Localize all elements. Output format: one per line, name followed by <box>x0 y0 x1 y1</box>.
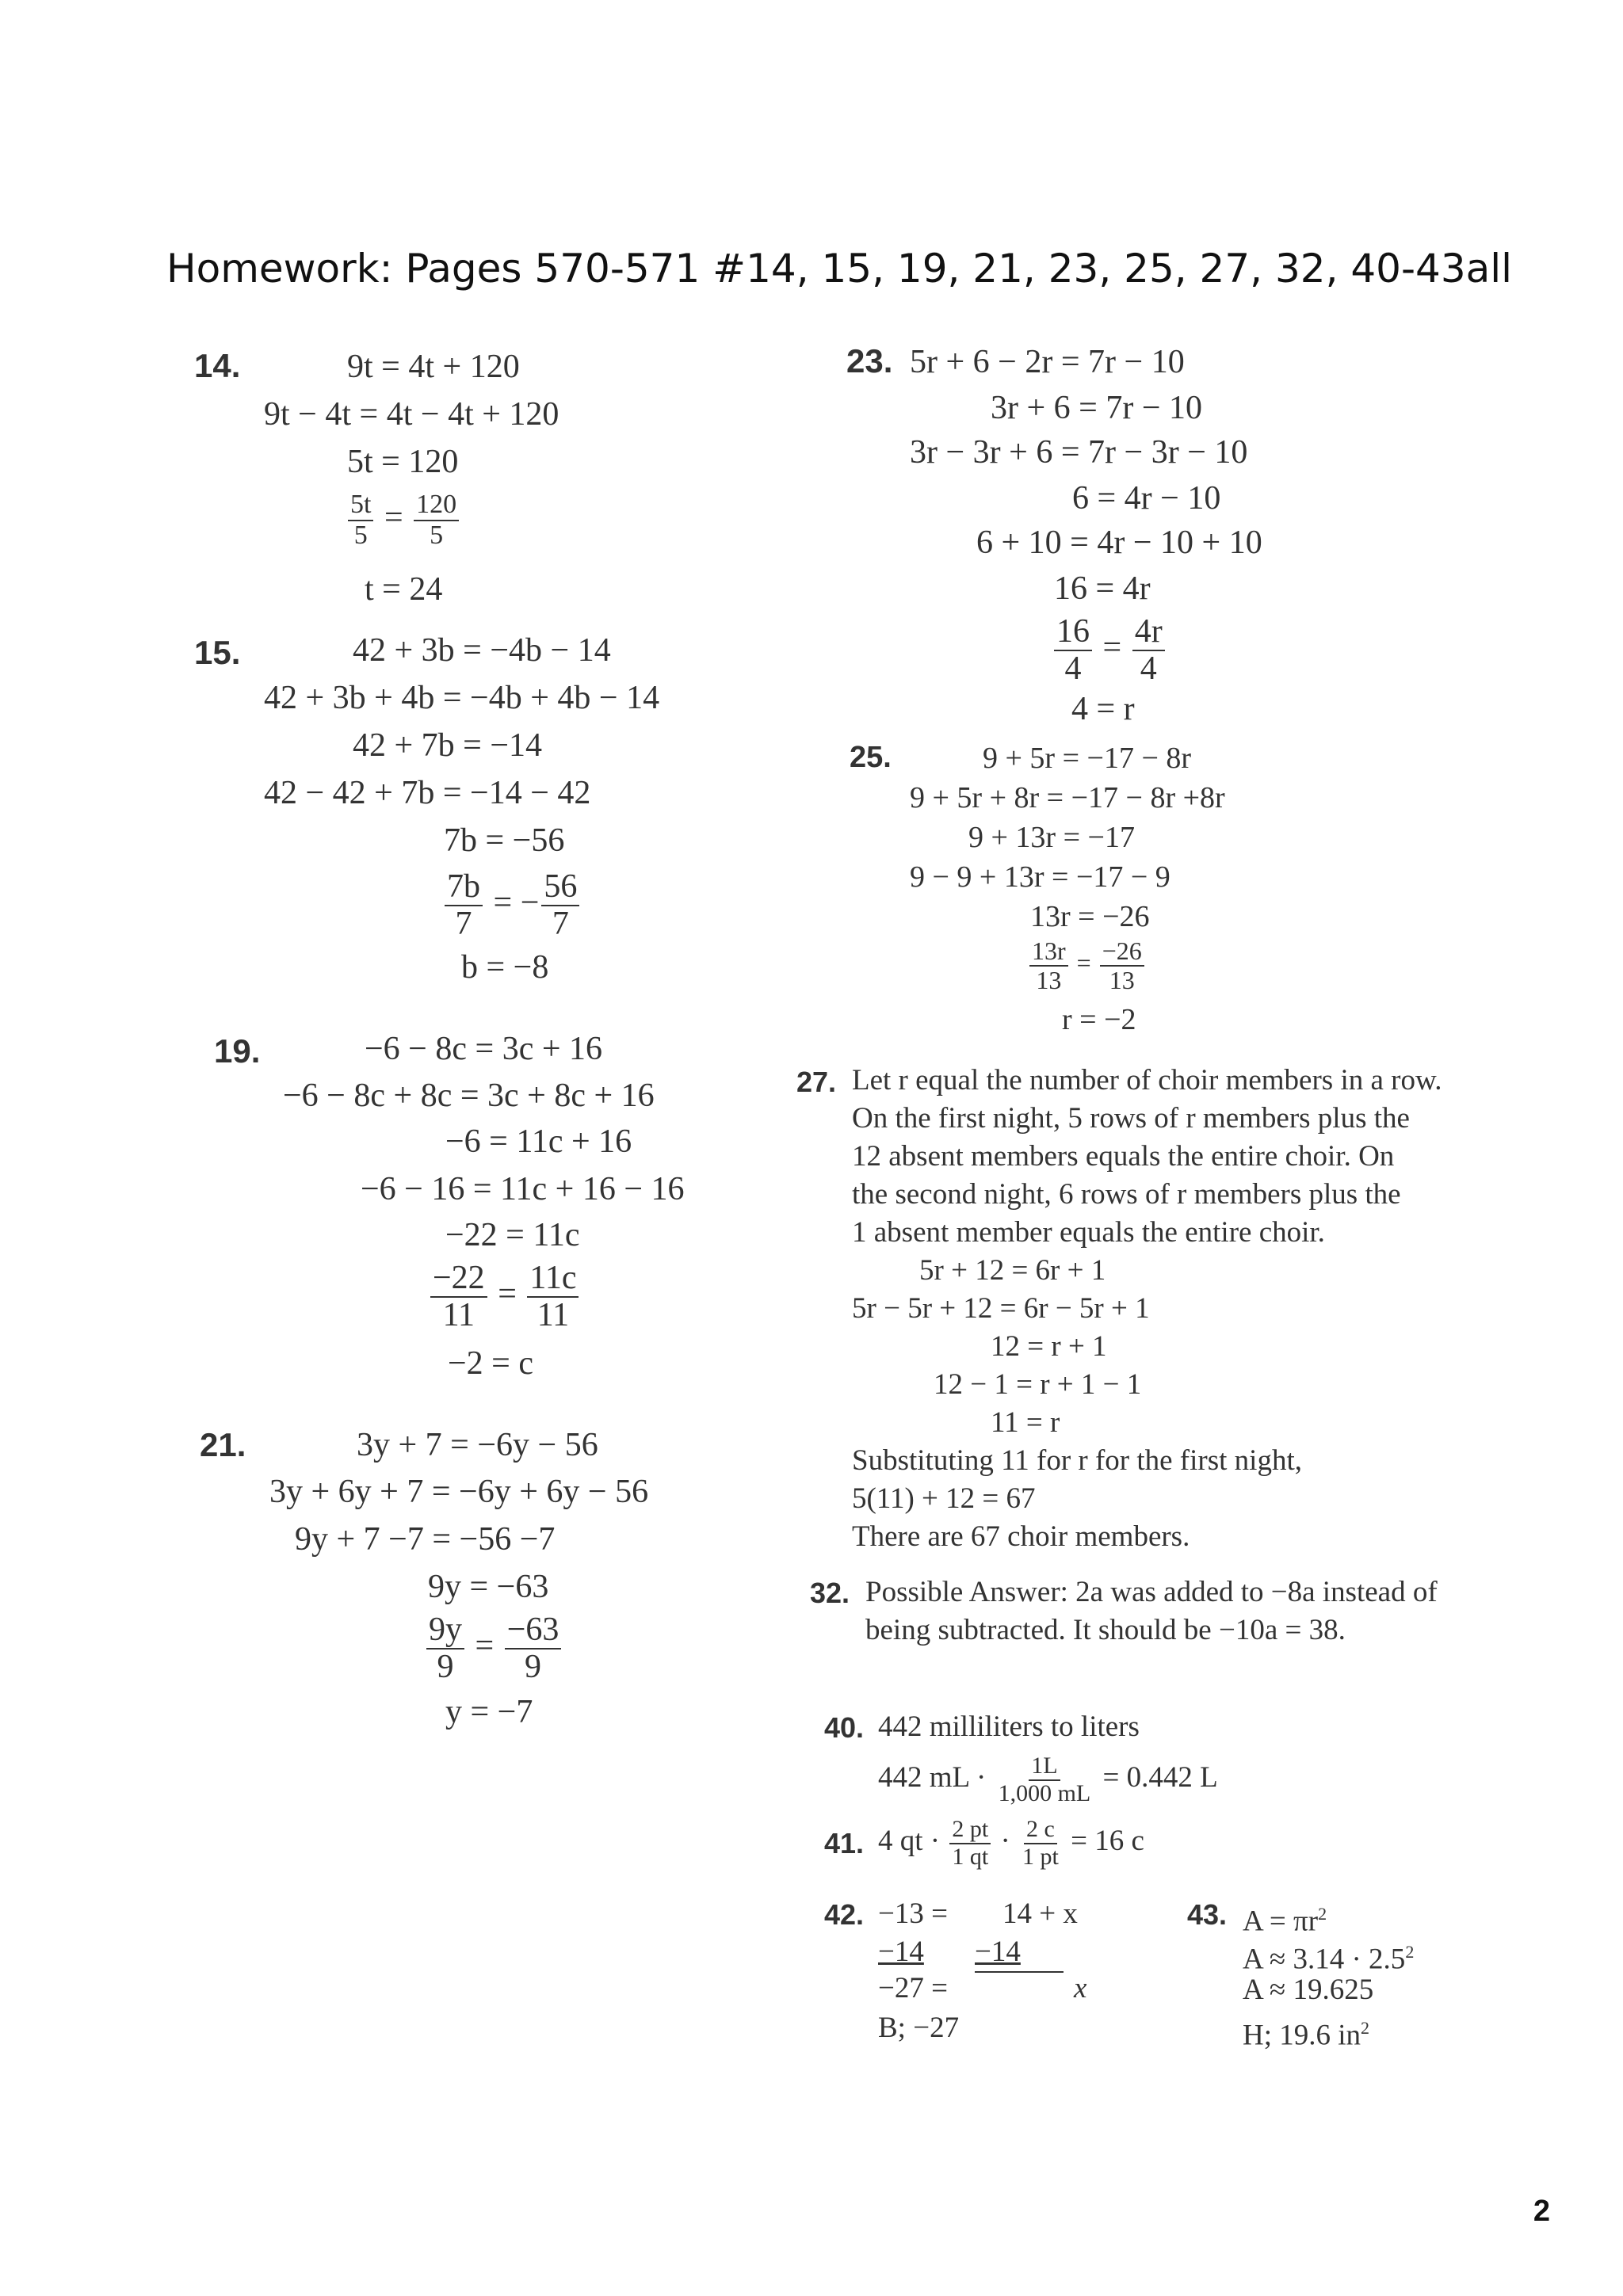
p14-line-2: 9t − 4t = 4t − 4t + 120 <box>264 396 559 433</box>
problem-41-number: 41. <box>824 1827 865 1859</box>
page-number: 2 <box>1533 2195 1550 2228</box>
problem-14-number: 14. <box>194 347 241 384</box>
p19-line-2: −6 − 8c + 8c = 3c + 8c + 16 <box>283 1077 655 1114</box>
p15-line-2: 42 + 3b + 4b = −4b + 4b − 14 <box>264 680 660 716</box>
problem-19-number: 19. <box>214 1032 261 1070</box>
p25-line-5: 13r = −26 <box>1030 900 1150 933</box>
p14-line-3: 5t = 120 <box>347 444 459 480</box>
p19-line-3: −6 = 11c + 16 <box>445 1123 632 1160</box>
p19-line-6: −2 = c <box>448 1345 534 1382</box>
p15-line-5: 7b = −56 <box>444 822 565 859</box>
p42-answer: B; −27 <box>878 2012 960 2044</box>
p14-line-1: 9t = 4t + 120 <box>347 349 520 385</box>
p25-line-1: 9 + 5r = −17 − 8r <box>983 742 1192 775</box>
p42-line-3b: x <box>1074 1972 1087 2004</box>
p42-line-1b: 14 + x <box>1002 1897 1078 1930</box>
p23-line-2: 3r + 6 = 7r − 10 <box>991 390 1203 426</box>
p27-text-line: the second night, 6 rows of r members plus the <box>852 1178 1401 1211</box>
p23-line-5: 6 + 10 = 4r − 10 + 10 <box>976 524 1262 561</box>
p15-line-1: 42 + 3b = −4b − 14 <box>353 632 611 669</box>
p23-line-1: 5r + 6 − 2r = 7r − 10 <box>910 344 1185 380</box>
p40-text: 442 milliliters to liters <box>878 1711 1140 1743</box>
p27-line-2: 5r − 5r + 12 = 6r − 5r + 1 <box>852 1292 1150 1325</box>
p43-answer: H; 19.6 $in^2$ <box>1243 2018 1370 2052</box>
p42-line-1a: −13 = <box>878 1897 948 1930</box>
problem-43-number: 43. <box>1187 1898 1228 1931</box>
p15-fraction-step: $\frac{7b}{7}$ = − $\frac{56}{7}$ <box>442 870 582 941</box>
problem-42-number: 42. <box>824 1898 865 1931</box>
p21-line-3: 9y + 7 −7 = −56 −7 <box>295 1521 556 1558</box>
p42-line-2b: −14 <box>975 1936 1021 1968</box>
p15-line-3: 42 + 7b = −14 <box>353 727 543 764</box>
p42-underline <box>975 1971 1064 1973</box>
p21-line-5: y = −7 <box>445 1694 533 1730</box>
homework-header: Homework: Pages 570-571 #14, 15, 19, 21, 23, 25, 27, 32, 40-43all <box>166 246 1513 292</box>
p27-after-line: 5(11) + 12 = 67 <box>852 1482 1036 1515</box>
p19-fraction-step: $\frac{-22}{11}$ = $\frac{11c}{11}$ <box>428 1261 581 1333</box>
problem-40-number: 40. <box>824 1711 865 1744</box>
p14-fraction-step: $\frac{5t}{5}$ = $\frac{120}{5}$ <box>346 491 461 549</box>
p19-line-4: −6 − 16 = 11c + 16 − 16 <box>361 1171 685 1207</box>
p23-fraction-step: $\frac{16}{4}$ = $\frac{4r}{4}$ <box>1052 615 1167 686</box>
p23-line-4: 6 = 4r − 10 <box>1072 480 1221 517</box>
p43-line-2: $A \approx 3.14 \cdot 2.5^2$ <box>1243 1942 1415 1976</box>
p40-conversion: 442 mL · $\frac{1L}{1,000 mL}$ = 0.442 L <box>878 1753 1218 1806</box>
p27-line-1: 5r + 12 = 6r + 1 <box>919 1254 1106 1287</box>
p27-line-3: 12 = r + 1 <box>991 1330 1107 1363</box>
p23-line-6: 16 = 4r <box>1054 570 1151 607</box>
p21-line-4: 9y = −63 <box>428 1569 549 1605</box>
problem-15-number: 15. <box>194 634 241 671</box>
problem-27-number: 27. <box>796 1066 837 1098</box>
p43-line-3: A ≈ 19.625 <box>1243 1974 1374 2006</box>
p27-text-line: 1 absent member equals the entire choir. <box>852 1216 1325 1249</box>
p23-line-7: 4 = r <box>1071 691 1135 727</box>
p21-line-2: 3y + 6y + 7 = −6y + 6y − 56 <box>269 1474 649 1510</box>
p42-line-3a: −27 = <box>878 1972 948 2004</box>
p41-conversion: 4 qt · $\frac{2 pt}{1 qt}$ · $\frac{2 c}{1 pt}$ = 16 c <box>878 1816 1144 1870</box>
p21-fraction-step: $\frac{9y}{9}$ = $\frac{-63}{9}$ <box>424 1613 563 1684</box>
p32-text-line: being subtracted. It should be −10a = 38. <box>865 1614 1346 1646</box>
p27-line-5: 11 = r <box>991 1406 1060 1439</box>
p43-line-1: $A = \pi r^2$ <box>1243 1904 1327 1938</box>
p32-text-line: Possible Answer: 2a was added to −8a instead of <box>865 1576 1438 1608</box>
p25-line-2: 9 + 5r + 8r = −17 − 8r +8r <box>910 781 1225 814</box>
p27-text-line: On the first night, 5 rows of r members plus the <box>852 1102 1410 1135</box>
p27-text-line: Let r equal the number of choir members in a row. <box>852 1064 1442 1097</box>
p19-line-1: −6 − 8c = 3c + 16 <box>365 1031 603 1067</box>
p21-line-1: 3y + 7 = −6y − 56 <box>357 1427 598 1463</box>
p25-line-6: r = −2 <box>1062 1003 1136 1036</box>
p23-line-3: 3r − 3r + 6 = 7r − 3r − 10 <box>910 434 1248 471</box>
p42-line-2a: −14 <box>878 1936 924 1968</box>
p25-line-3: 9 + 13r = −17 <box>968 821 1135 854</box>
p25-fraction-step: $\frac{13r}{13}$ = $\frac{-26}{13}$ <box>1027 938 1147 993</box>
p27-line-4: 12 − 1 = r + 1 − 1 <box>934 1368 1142 1401</box>
p14-line-4: t = 24 <box>365 571 443 608</box>
p27-after-line: Substituting 11 for r for the first night, <box>852 1444 1302 1477</box>
p15-line-6: b = −8 <box>461 949 549 986</box>
problem-23-number: 23. <box>846 342 893 379</box>
p27-after-line: There are 67 choir members. <box>852 1520 1190 1553</box>
problem-25-number: 25. <box>850 741 892 774</box>
p19-line-5: −22 = 11c <box>445 1217 580 1253</box>
p27-text-line: 12 absent members equals the entire choir. On <box>852 1140 1395 1173</box>
p15-line-4: 42 − 42 + 7b = −14 − 42 <box>264 775 591 811</box>
problem-21-number: 21. <box>200 1426 246 1463</box>
p25-line-4: 9 − 9 + 13r = −17 − 9 <box>910 860 1170 894</box>
problem-32-number: 32. <box>810 1577 850 1609</box>
